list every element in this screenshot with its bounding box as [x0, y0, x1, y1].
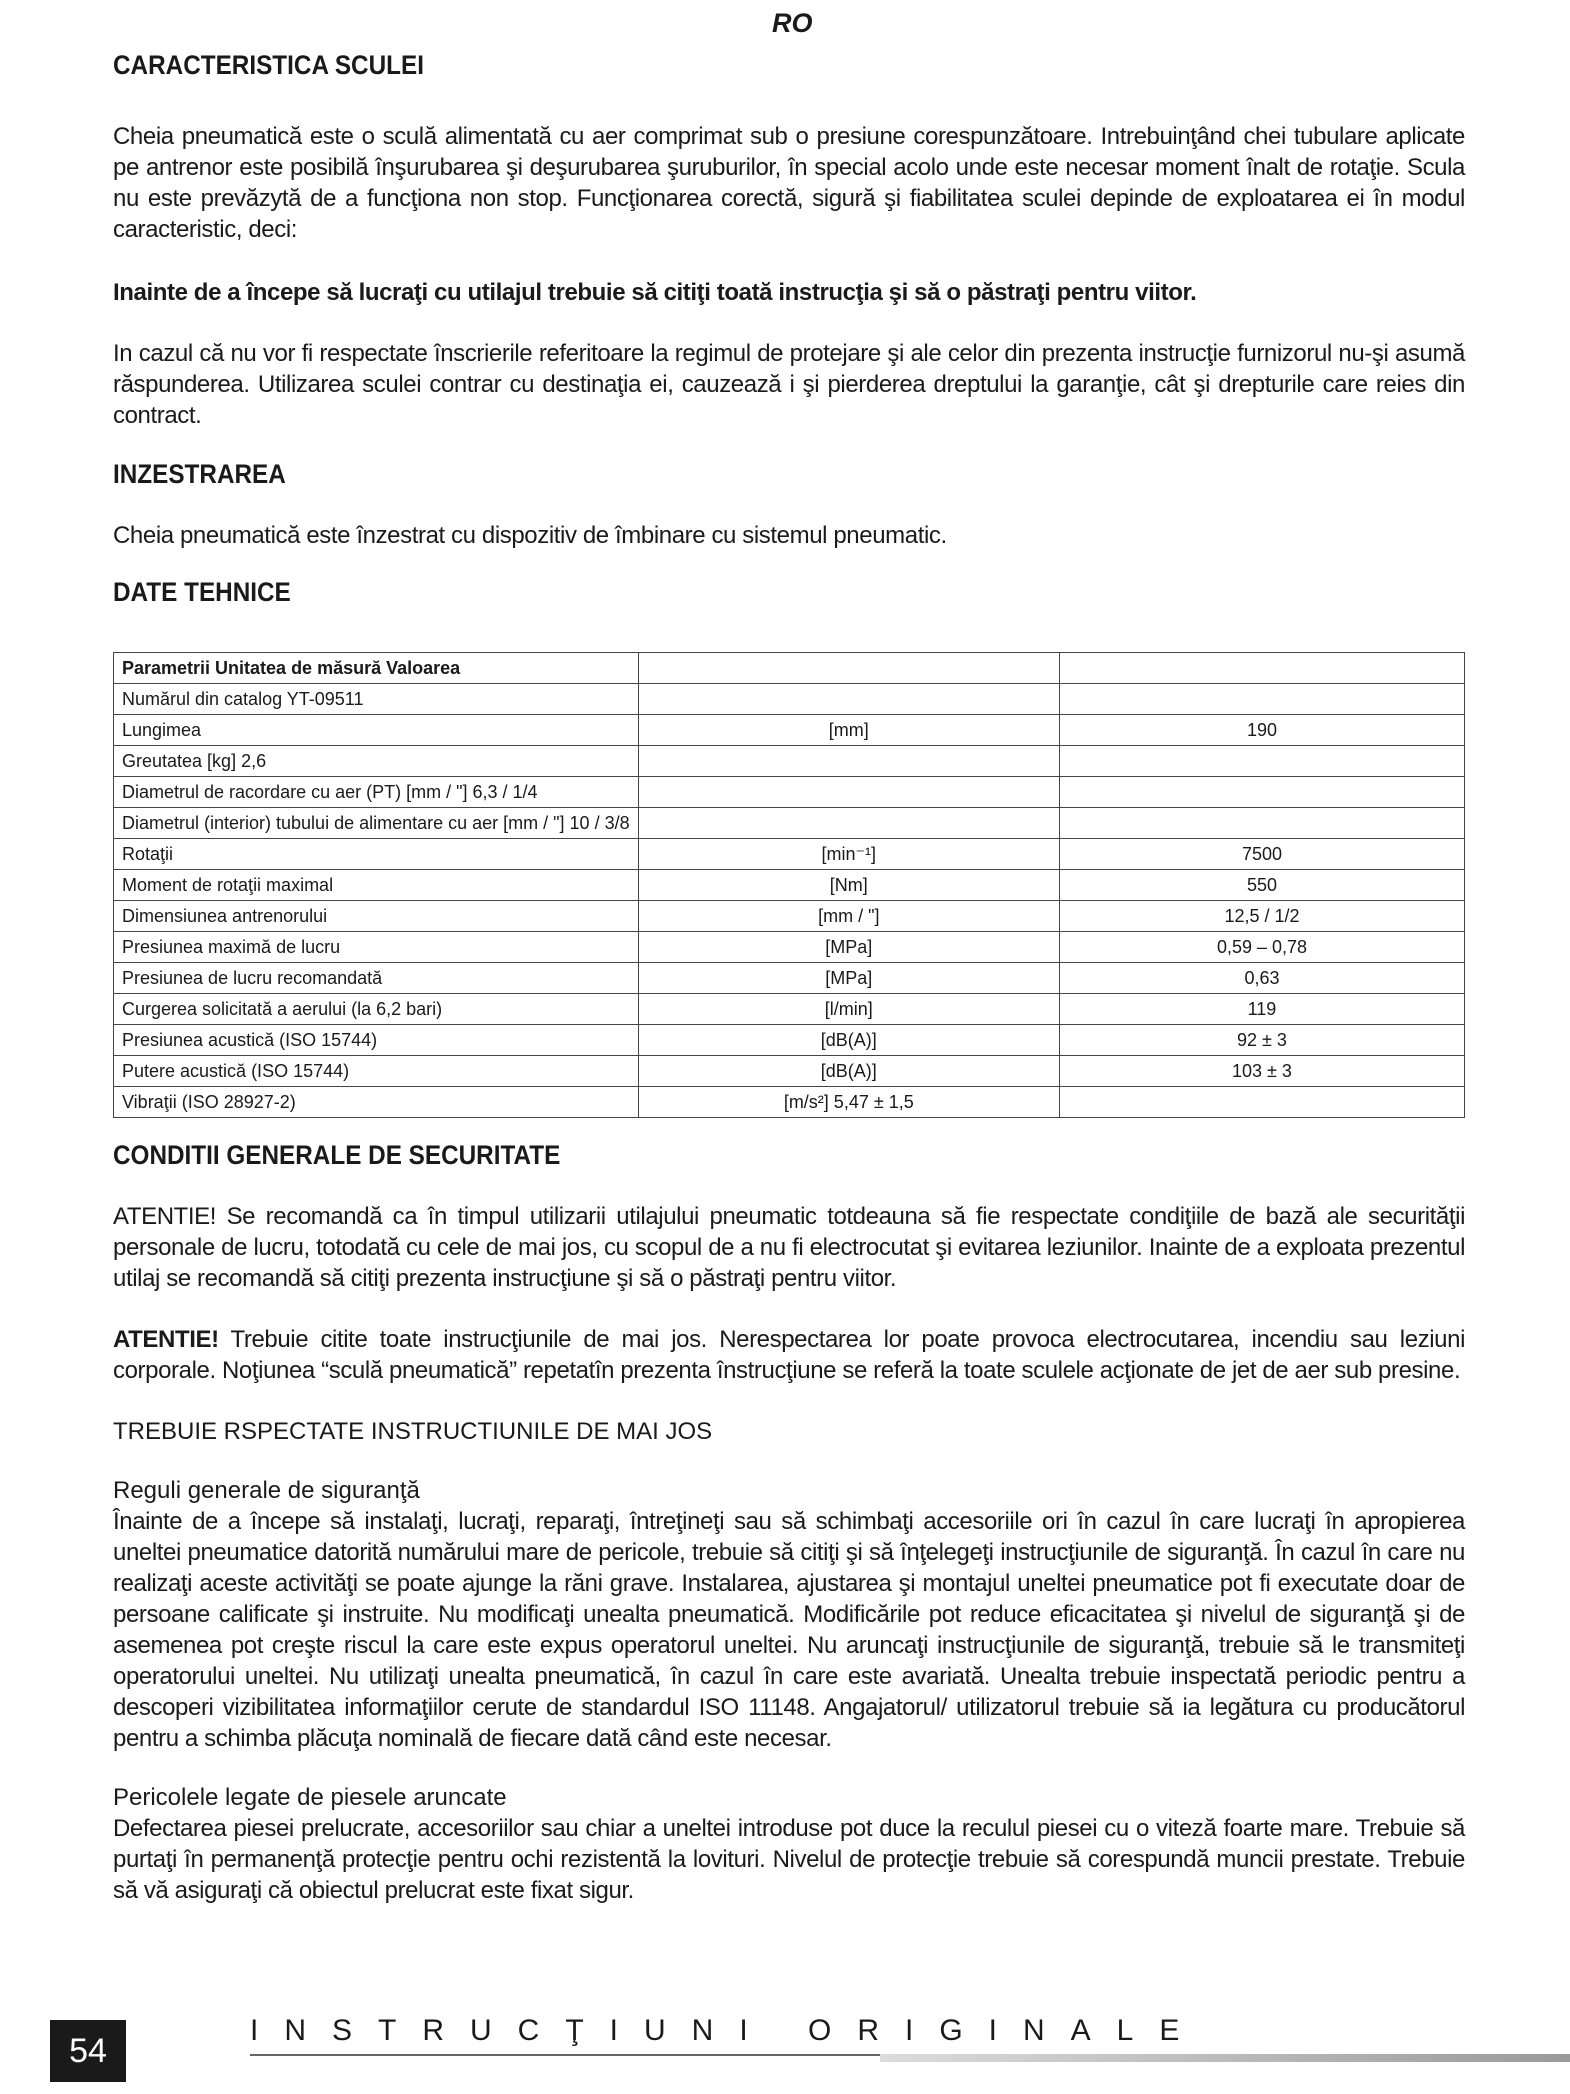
- table-cell-c1: Greutatea [kg] 2,6: [114, 746, 639, 777]
- table-row: [114, 1025, 1465, 1056]
- table-cell-c2: [MPa]: [638, 963, 1059, 994]
- table-row: [114, 1087, 1465, 1118]
- table-cell-c1: Dimensiunea antrenorului: [114, 901, 639, 932]
- page-number: 54: [50, 2020, 126, 2082]
- warning-paragraph-1: ATENTIE! Se recomandă ca în timpul utilizarii utilajului pneumatic totdeauna să fie respectate condiţiile de bază ale securităţii personale de lucru, totodată cu cele de mai jos, cu scopul de a nu fi electrocutat şi evitarea leziunilor. Inainte de a exploata prezentul utilaj se recomandă să citiţi prezenta instrucţiune şi să o păstraţi pentru viitor.: [113, 1203, 1465, 1292]
- table-cell-c3: 92 ± 3: [1059, 1025, 1464, 1056]
- table-row: [114, 870, 1465, 901]
- table-cell-c3: [1059, 746, 1464, 777]
- language-code: RO: [772, 8, 813, 38]
- table-cell-c2: [MPa]: [638, 932, 1059, 963]
- footer-title: INSTRUCŢIUNI ORIGINALE: [250, 2014, 1206, 2047]
- subsection-general-rules: Reguli generale de siguranţă: [113, 1477, 420, 1504]
- table-cell-c2: [dB(A)]: [638, 1025, 1059, 1056]
- section-title-characteristics: CARACTERISTICA SCULEI: [113, 50, 424, 80]
- table-cell-c3: 12,5 / 1/2: [1059, 901, 1464, 932]
- table-cell-c3: [1059, 1087, 1464, 1118]
- liability-paragraph: In cazul că nu vor fi respectate înscrierile referitoare la regimul de protejare şi ale celor din prezenta instrucţie furnizorul nu-şi asumă răspunderea. Utilizarea sculei contrar cu destinaţia ei, cauzează i şi pierderea dreptului la garanţie, cât şi drepturile care reies din contract.: [113, 340, 1465, 429]
- must-follow-heading: TREBUIE RSPECTATE INSTRUCTIUNILE DE MAI JOS: [113, 1418, 713, 1445]
- table-cell-c3: 0,59 – 0,78: [1059, 932, 1464, 963]
- table-row: [114, 777, 1465, 808]
- table-row: [114, 1056, 1465, 1087]
- table-cell-c3: [1059, 684, 1464, 715]
- section-title-equipment: INZESTRAREA: [113, 459, 286, 489]
- table-row: [114, 808, 1465, 839]
- table-cell-c2: [638, 746, 1059, 777]
- table-cell-c1: Presiunea acustică (ISO 15744): [114, 1025, 639, 1056]
- table-row: [114, 715, 1465, 746]
- equipment-paragraph: Cheia pneumatică este înzestrat cu dispozitiv de îmbinare cu sistemul pneumatic.: [113, 522, 947, 549]
- table-cell-c1: Numărul din catalog YT-09511: [114, 684, 639, 715]
- section-title-technical-data: DATE TEHNICE: [113, 577, 291, 607]
- warning-label: ATENTIE!: [113, 1326, 219, 1353]
- table-cell-c2: [mm / "]: [638, 901, 1059, 932]
- table-cell-c2: [638, 684, 1059, 715]
- thrown-parts-paragraph: Defectarea piesei prelucrate, accesoriilor sau chiar a uneltei introduse pot duce la reculul piesei cu o viteză foarte mare. Trebuie să purtaţi în permanenţă protecţie pentru ochi rezistentă la lovituri. Nivelul de protecţie trebuie să corespundă muncii prestate. Trebuie să vă asiguraţi că obiectul prelucrat este fixat sigur.: [113, 1815, 1465, 1904]
- technical-data-table: [113, 652, 1465, 1118]
- table-cell-c2: [min⁻¹]: [638, 839, 1059, 870]
- table-cell-c1: Presiunea maximă de lucru: [114, 932, 639, 963]
- warning-paragraph-2: [113, 1324, 1465, 1386]
- table-cell-c2: [dB(A)]: [638, 1056, 1059, 1087]
- table-row: [114, 746, 1465, 777]
- table-header-row: [114, 653, 1465, 684]
- table-cell-c1: Presiunea de lucru recomandată: [114, 963, 639, 994]
- table-cell-c1: Lungimea: [114, 715, 639, 746]
- table-cell-c2: [m/s²] 5,47 ± 1,5: [638, 1087, 1059, 1118]
- table-cell-c1: Vibraţii (ISO 28927-2): [114, 1087, 639, 1118]
- table-cell-c1: Diametrul de racordare cu aer (PT) [mm / "] 6,3 / 1/4: [114, 777, 639, 808]
- footer-rule-right: [880, 2054, 1570, 2062]
- general-rules-paragraph: Înainte de a începe să instalaţi, lucraţi, reparaţi, întreţineţi sau să schimbaţi accesoriile ori în cazul în care lucraţi în apropierea uneltei pneumatice datorită numărului mare de pericole, trebuie să citiţi şi să înţelegeţi instrucţiunile de siguranţă. În cazul în care nu realizaţi aceste activităţi se poate ajunge la răni grave. Instalarea, ajustarea şi montajul uneltei pneumatice pot fi executate doar de persoane calificate şi instruite. Nu modificaţi unealta pneumatică. Modificările pot reduce eficacitatea şi nivelul de siguranţă şi de asemenea pot creşte riscul la care este expus operatorul uneltei. Nu aruncaţi instrucţiunile de siguranţă, trebuie să le transmiteţi operatorului uneltei. Nu utilizaţi unealta pneumatică, în cazul în care este avariată. Unealta trebuie inspectată periodic pentru a descoperi vizibilitatea informaţiilor cerute de standardul ISO 11148. Angajatorul/ utilizatorul trebuie să ia legătura cu producătorul pentru a schimba plăcuţa nominală de fiecare dată când este necesar.: [113, 1508, 1465, 1752]
- table-cell-c1: Curgerea solicitată a aerului (la 6,2 bari): [114, 994, 639, 1025]
- table-row: [114, 994, 1465, 1025]
- table-cell-c1: Rotaţii: [114, 839, 639, 870]
- read-instructions-notice: Inainte de a începe să lucraţi cu utilajul trebuie să citiţi toată instrucţia şi să o păstraţi pentru viitor.: [113, 279, 1197, 306]
- table-cell-c2: [638, 808, 1059, 839]
- table-row: [114, 901, 1465, 932]
- section-title-safety: CONDITII GENERALE DE SECURITATE: [113, 1140, 561, 1170]
- table-cell-c1: Putere acustică (ISO 15744): [114, 1056, 639, 1087]
- table-cell-c3: [1059, 777, 1464, 808]
- footer-rule-left: [250, 2054, 880, 2056]
- intro-paragraph: Cheia pneumatică este o sculă alimentată cu aer comprimat sub o presiune corespunzătoare. Intrebuinţând chei tubulare aplicate pe antrenor este posibilă înşurubarea şi deşurubarea şuruburilor, în special acolo unde este necesar moment înalt de rotaţie. Scula nu este prevăzytă de a funcţiona non stop. Funcţionarea corectă, sigură şi fiabilitatea sculei depinde de exploatarea ei în modul caracteristic, deci:: [113, 123, 1465, 243]
- subsection-thrown-parts: Pericolele legate de piesele aruncate: [113, 1784, 507, 1811]
- table-cell-c3: 119: [1059, 994, 1464, 1025]
- page-content: [113, 46, 1465, 1906]
- table-cell-c3: 103 ± 3: [1059, 1056, 1464, 1087]
- table-cell-c2: [l/min]: [638, 994, 1059, 1025]
- table-cell-c3: 7500: [1059, 839, 1464, 870]
- table-cell-c3: [1059, 808, 1464, 839]
- table-cell-c3: 190: [1059, 715, 1464, 746]
- table-cell-c3: 0,63: [1059, 963, 1464, 994]
- table-row: [114, 684, 1465, 715]
- warning-text: Trebuie citite toate instrucţiunile de mai jos. Nerespectarea lor poate provoca electrocutarea, incendiu sau leziuni corporale. Noţiunea “sculă pneumatică” repetatîn prezenta înstrucţiune se referă la toate sculele acţionate de jet de aer sub presine.: [113, 1326, 1465, 1384]
- table-row: [114, 839, 1465, 870]
- table-row: [114, 932, 1465, 963]
- table-cell-c2: [Nm]: [638, 870, 1059, 901]
- table-cell-c1: Diametrul (interior) tubului de alimentare cu aer [mm / "] 10 / 3/8: [114, 808, 639, 839]
- page-footer: [0, 2014, 1570, 2094]
- table-cell-c2: [638, 777, 1059, 808]
- table-header-cell: Parametrii Unitatea de măsură Valoarea: [114, 653, 639, 684]
- table-cell-c2: [mm]: [638, 715, 1059, 746]
- table-row: [114, 963, 1465, 994]
- table-cell-c3: 550: [1059, 870, 1464, 901]
- table-cell-c1: Moment de rotaţii maximal: [114, 870, 639, 901]
